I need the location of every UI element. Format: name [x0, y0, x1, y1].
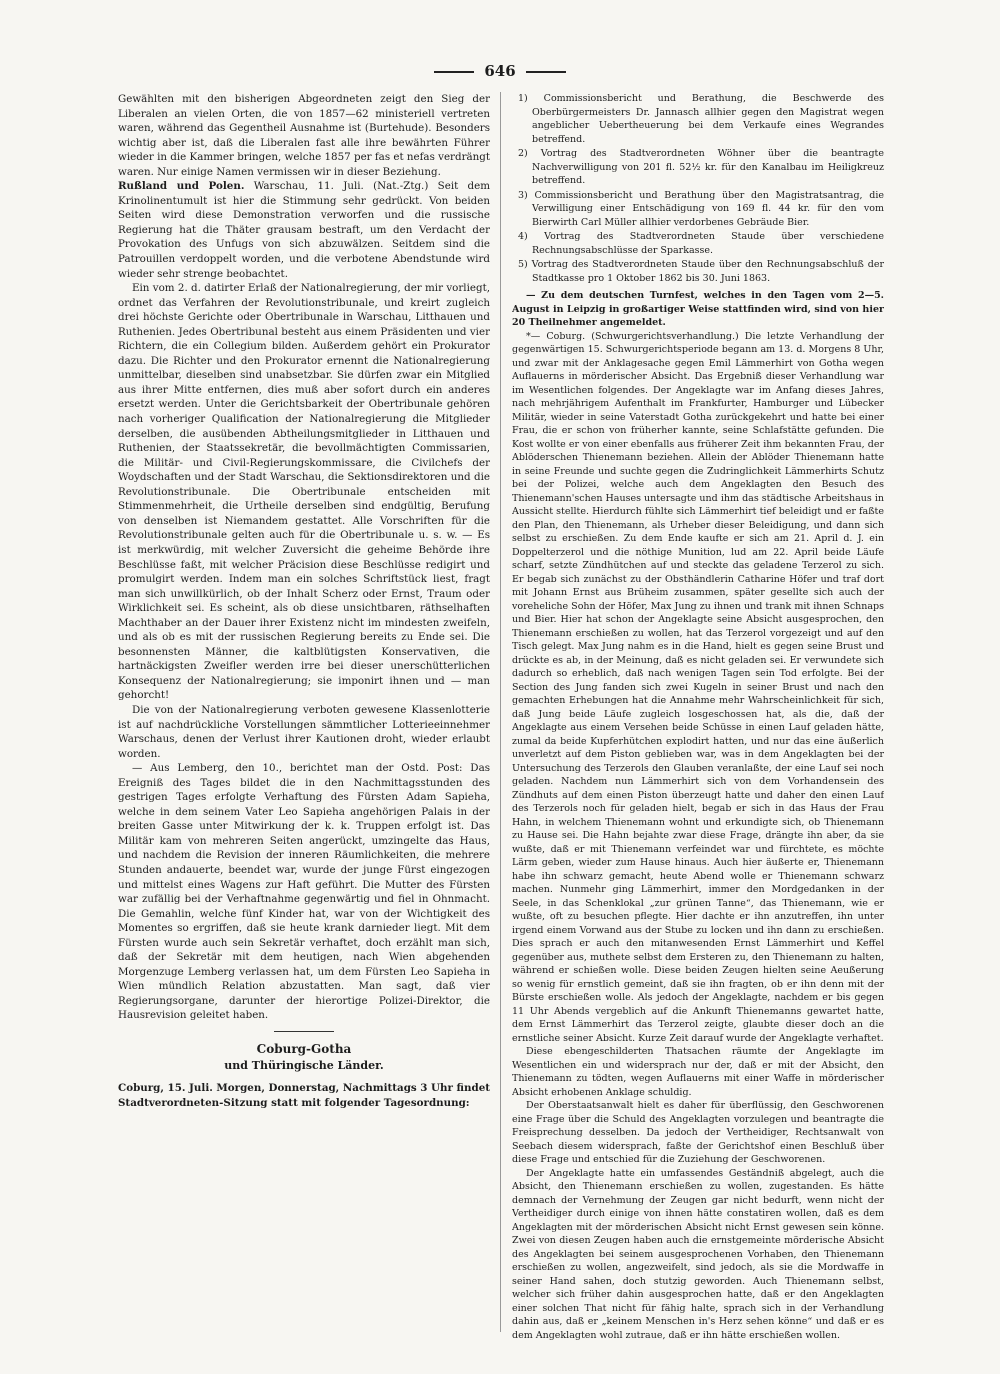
- section-title-coburg: Coburg-Gotha: [256, 1042, 352, 1056]
- right-column: [512, 92, 884, 1342]
- agenda-item: 4) Vortrag des Stadtverordneten Staude über verschiedene Rechnungsabschlüsse der Sparkasse.: [518, 231, 884, 256]
- article-turnfest: — Zu dem deutschen Turnfest, welches in den Tagen vom 2—5. August in Leipzig in großartiger Weise stattfinden wird, sind von hier 20 Theilnehmer angemeldet.: [512, 290, 884, 328]
- agenda-item: 1) Commissionsbericht und Berathung, die Beschwerde des Oberbürgermeisters Dr. Jannasch allhier gegen den Magistrat wegen angeblicher Uebertheuerung bei dem Verkaufe eines Wegrandes betreffend.: [518, 93, 884, 145]
- russland-dateline: Warschau, 11. Juli. (Nat.-Ztg.): [244, 180, 429, 193]
- agenda-item: 5) Vortrag des Stadtverordneten Staude über den Rechnungsabschluß der Stadtkasse pro 1 Oktober 1862 bis 30. Juni 1863.: [518, 259, 884, 284]
- header-rule-right: [526, 71, 566, 73]
- column-divider: [500, 92, 501, 1332]
- article-russland: [118, 179, 490, 281]
- article-erlass: Ein vom 2. d. datirter Erlaß der Nationalregierung, der mir vorliegt, ordnet das Verfahren der Revolutionstribunale, und kreirt zugleich drei höchste Gerichte oder Obertribunale in Warschau, Litthauen und Ruthenien. Jedes Obertribunal besteht aus einem Präsidenten und vier Richtern, die ein Collegium bilden. Außerdem gehört ein Prokurator dazu. Die Richter und den Prokurator ernennt die Nationalregierung unmittelbar, dieselben sind unabsetzbar. Sie dürfen zwar ein Mitglied aus ihrer Mitte entfernen, dies muß aber sofort durch ein anderes ersetzt werden. Unter die Gerichtsbarkeit der Obertribunale gehören nach vorheriger Qualification der Nationalregierung die Mitglieder derselben, die ausübenden Abtheilungsmitglieder in Litthauen und Ruthenien, der Staatssekretär, die bevollmächtigten Commissarien, die Militär- und Civil-Regierungskommissare, die Civilchefs der Woydschaften und der Stadt Warschau, die Sektionsdirektoren und die Revolutionstribunale. Die Obertribunale entscheiden mit Stimmenmehrheit, die Urtheile derselben sind endgültig, Berufung von denselben ist Niemandem gestattet. Alle Vorschriften für die Revolutionstribunale gelten auch für die Obertribunale u. s. w. — Es ist merkwürdig, mit welcher Zuversicht die geheime Behörde ihre Beschlüsse faßt, mit welcher Präcision diese Beschlüsse redigirt und promulgirt werden. Indem man ein solches Schriftstück liest, fragt man sich unwillkürlich, ob der Inhalt Scherz oder Ernst, Traum oder Wirklichkeit sei. Es scheint, als ob diese unsichtbaren, räthselhaften Machthaber an der Dauer ihrer Existenz nicht im mindesten zweifeln, und als ob es mit der russischen Regierung bereits zu Ende sei. Die besonnensten Männer, die kaltblütigsten Konservativen, die hartnäckigsten Zweifler werden irre bei dieser unerschütterlichen Konsequenz der Nationalregierung; sie imponirt ihnen und — man gehorcht!: [118, 282, 490, 702]
- article-diese: Diese ebengeschilderten Thatsachen räumte der Angeklagte im Wesentlichen ein und widersprach nur der, daß er mit der Absicht, den Thienemann zu tödten, wegen Auflauerns mit einer Waffe in mörderischer Absicht erhobenen Anklage schuldig.: [512, 1046, 884, 1098]
- agenda-list: [512, 92, 884, 285]
- russland-text: Seit dem Krinolinentumult ist hier die Stimmung sehr gedrückt. Von beiden Seiten wird diese Demonstration verworfen und die russische Regierung hat die Thäter grausam bestraft, um den Verdacht der Provokation des Unfugs von sich abzuwälzen. Seitdem sind die Patrouillen verdoppelt worden, und die verbotene Abendstunde wird wieder sehr strenge beobachtet.: [118, 180, 490, 280]
- article-intro: Gewählten mit den bisherigen Abgeordneten zeigt den Sieg der Liberalen an vielen Orten, die von 1857—62 ministeriell vertreten waren, während das Gegentheil Ausnahme ist (Burtehude). Besonders wichtig aber ist, daß die Liberalen fast alle ihre bewährten Führer wieder in die Kammer bringen, welche 1857 per fas et nefas verdrängt waren. Nur einige Namen vermissen wir in dieser Beziehung.: [118, 93, 490, 178]
- russland-heading: Rußland und Polen.: [118, 180, 245, 193]
- page-number: 646: [484, 62, 516, 80]
- article-lotterie: Die von der Nationalregierung verboten gewesene Klassenlotterie ist auf nachdrückliche Vorstellungen sämmtlicher Lotterieeinnehmer Warschaus, denen der Verlust ihrer Kautionen droht, wieder erlaubt worden.: [118, 703, 490, 760]
- article-gestaendnis: Der Angeklagte hatte ein umfassendes Geständniß abgelegt, auch die Absicht, den Thienemann erschießen zu wollen, zugestanden. Es hätte demnach der Vernehmung der Zeugen gar nicht bedurft, wenn nicht der Vertheidiger durch einige von ihnen hätte constatiren wollen, daß es dem Angeklagten mit der mörderischen Absicht nicht Ernst gewesen sein könne. Zwei von diesen Zeugen haben auch die ernstgemeinte mörderische Absicht des Angeklagten bei seinem ausgesprochenen Vorhaben, den Thienemann erschießen zu wollen, angezweifelt, sind jedoch, als sie die Mordwaffe in seiner Hand sahen, doch stutzig geworden. Auch Thienemann selbst, welcher sich früher dahin ausgesprochen hatte, daß er den Angeklagten einer solchen That nicht für fähig halte, sprach sich in der Verhandlung dahin aus, daß er „keinem Menschen in's Herz sehen könne“ und daß er es dem Angeklagten wohl zutraue, daß er ihn hätte erschießen wollen.: [512, 1167, 884, 1341]
- article-lemberg: — Aus Lemberg, den 10., berichtet man der Ostd. Post: Das Ereigniß des Tages bildet die in den Nachmittagsstunden des gestrigen Tages erfolgte Verhaftung des Fürsten Adam Sapieha, welche in dem seinem Vater Leo Sapieha angehörigen Palais in der breiten Gasse unter Mitwirkung der k. k. Truppen erfolgt ist. Das Militär kam von mehreren Seiten angerückt, umzingelte das Haus, und nachdem die Revision der inneren Räumlichkeiten, die mehrere Stunden andauerte, beendet war, wurde der junge Fürst eingezogen und mittelst eines Wagens zur Haft geführt. Die Mutter des Fürsten war zufällig bei der Verhaftnahme gegenwärtig und fiel in Ohnmacht. Die Gemahlin, welche fünf Kinder hat, war von der Wichtigkeit des Momentes so ergriffen, daß sie heute krank darnieder liegt. Mit dem Fürsten wurde auch sein Sekretär verhaftet, doch erzählt man sich, daß der Sekretär mit dem heutigen, nach Wien abgehenden Morgenzuge Lemberg verlassen hat, um dem Fürsten Leo Sapieha in Wien mündlich Relation abzustatten. Man sagt, daß vier Regierungsorgane, darunter der hierortige Polizei-Direktor, die Hausrevision geleitet haben.: [118, 762, 490, 1022]
- header-rule-left: [434, 71, 474, 73]
- article-oberstaatsanwalt: Der Oberstaatsanwalt hielt es daher für überflüssig, den Geschworenen eine Frage über die Schuld des Angeklagten vorzulegen und beantragte die Freisprechung desselben. Da jedoch der Vertheidiger, Rechtsanwalt von Seebach diesem widersprach, faßte der Gerichtshof einen Beschluß über diese Frage und entschied für die Zuziehung der Geschworenen.: [512, 1100, 884, 1165]
- agenda-item: 2) Vortrag des Stadtverordneten Wöhner über die beantragte Nachverwilligung von 201 fl. 52½ kr. für den Kanalbau im Heiligkreuz betreffend.: [518, 148, 884, 186]
- article-schwurgericht: *— Coburg. (Schwurgerichtsverhandlung.) Die letzte Verhandlung der gegenwärtigen 15. Schwurgerichtsperiode begann am 13. d. Morgens 8 Uhr, und zwar mit der Anklagesache gegen Emil Lämmerhirt von Gotha wegen Auflauerns in mörderischer Absicht. Das Ergebniß dieser Verhandlung war im Wesentlichen folgendes. Der Angeklagte war im Anfang dieses Jahres, nach mehrjährigem Aufenthalt im Frankfurter, Hamburger und Lübecker Militär, wieder in seine Vaterstadt Gotha zurückgekehrt und hatte bei einer Frau, die er schon von früherher kannte, seine Schlafstätte gefunden. Die Kost wollte er von einer ebenfalls aus früherer Zeit ihm bekannten Frau, der Ablöderschen Thienemann beziehen. Allein der Ablöder Thienemann hatte in seine Freunde und suchte gegen die Zudringlichkeit Lämmerhirts Schutz bei der Polizei, welche auch dem Angeklagten den Besuch des Thienemann'schen Hauses untersagte und ihm das städtische Arbeitshaus in Aussicht stellte. Hierdurch fühlte sich Lämmerhirt tief beleidigt und er faßte den Plan, den Thienemann, als Urheber dieser Beleidigung, und dann sich selbst zu erschießen. Zu dem Ende kaufte er sich am 21. April d. J. ein Doppelterzerol und die nöthige Munition, lud am 22. April beide Läufe scharf, setzte Zündhütchen auf und steckte das geladene Terzerol zu sich. Er begab sich zunächst zu der Obsthändlerin Catharine Höfer und traf dort mit Johann Ernst aus Brüheim zusammen, später gesellte sich auch der voreheliche Sohn der Höfer, Max Jung zu ihnen und trank mit ihnen Schnaps und Bier. Hier hat schon der Angeklagte seine Absicht ausgesprochen, den Thienemann erschießen zu wollen, hat das Terzerol vorgezeigt und auf den Tisch gelegt. Max Jung nahm es in die Hand, hielt es gegen seine Brust und drückte es ab, in der Meinung, daß es nicht geladen sei. Er verwundete sich dadurch so erheblich, daß nach wenigen Tagen sein Tod erfolgte. Bei der Section des Jung fanden sich zwei Kugeln in seiner Brust und nach den gemachten Erhebungen hat die Annahme mehr Wahrscheinlichkeit für sich, daß Jung beide Läufe zugleich losgeschossen hat, als die, daß der Angeklagte aus einem Versehen beide Schüsse in einen Lauf geladen hätte, zumal da beide Kupferhütchen explodirt hatten, und nur das eine äußerlich unverletzt auf dem Piston geblieben war, was in dem Angeklagten bei der Untersuchung des Terzerols den Glauben veranlaßte, der eine Lauf sei noch geladen. Nachdem nun Lämmerhirt sich von dem Vorhandensein des Zündhuts auf dem einen Piston überzeugt hatte und daher den einen Lauf des Terzerols noch für geladen hielt, begab er sich in das Haus der Frau Hahn, in welchem Thienemann wohnt und erkundigte sich, ob Thienemann zu Hause sei. Die Hahn bejahte zwar diese Frage, drängte ihn aber, da sie wußte, daß er mit Thienemann verfeindet war und fürchtete, es möchte Lärm geben, wieder zum Hause hinaus. Auch hier äußerte er, Thienemann habe ihn schwarz gemacht, heute Abend wolle er Thienemann schwarz machen. Nunmehr ging Lämmerhirt, immer den Mordgedanken in der Seele, in das Schenklokal „zur grünen Tanne“, das Thienemann, wie er wußte, oft zu besuchen pflegte. Hier dachte er ihn anzutreffen, ihn unter irgend einem Vorwand aus der Stube zu locken und ihn dann zu erschießen. Dies sprach er auch den mitanwesenden Ernst Lämmerhirt und Keffel gegenüber aus, muthete selbst dem Ersteren zu, den Thienemann zu halten, während er schießen wolle. Diese beiden Zeugen hielten seine Aeußerung so wenig für ernstlich gemeint, daß sie ihn fragten, ob er ihn denn mit der Bürste erschießen wolle. Als jedoch der Angeklagte, nachdem er bis gegen 11 Uhr Abends vergeblich auf die Ankunft Thienemanns gewartet hatte, dem Ernst Lämmerhirt das Terzerol zeigte, glaubte dieser doch an die ernstliche seiner Absicht. Kurze Zeit darauf wurde der Angeklagte verhaftet.: [512, 330, 884, 1044]
- left-column: [118, 92, 490, 1342]
- page-header: [0, 62, 1000, 80]
- article-coburg-session: Coburg, 15. Juli. Morgen, Donnerstag, Nachmittags 3 Uhr findet Stadtverordneten-Sitzung statt mit folgender Tagesordnung:: [118, 1082, 490, 1109]
- section-subtitle: und Thüringische Länder.: [224, 1058, 384, 1072]
- section-rule: [274, 1031, 334, 1032]
- agenda-item: 3) Commissionsbericht und Berathung über den Magistratsantrag, die Verwilligung einer Entschädigung von 169 fl. 44 kr. für den vom Bierwirth Carl Müller allhier verdorbenes Gebräude Bier.: [518, 189, 884, 228]
